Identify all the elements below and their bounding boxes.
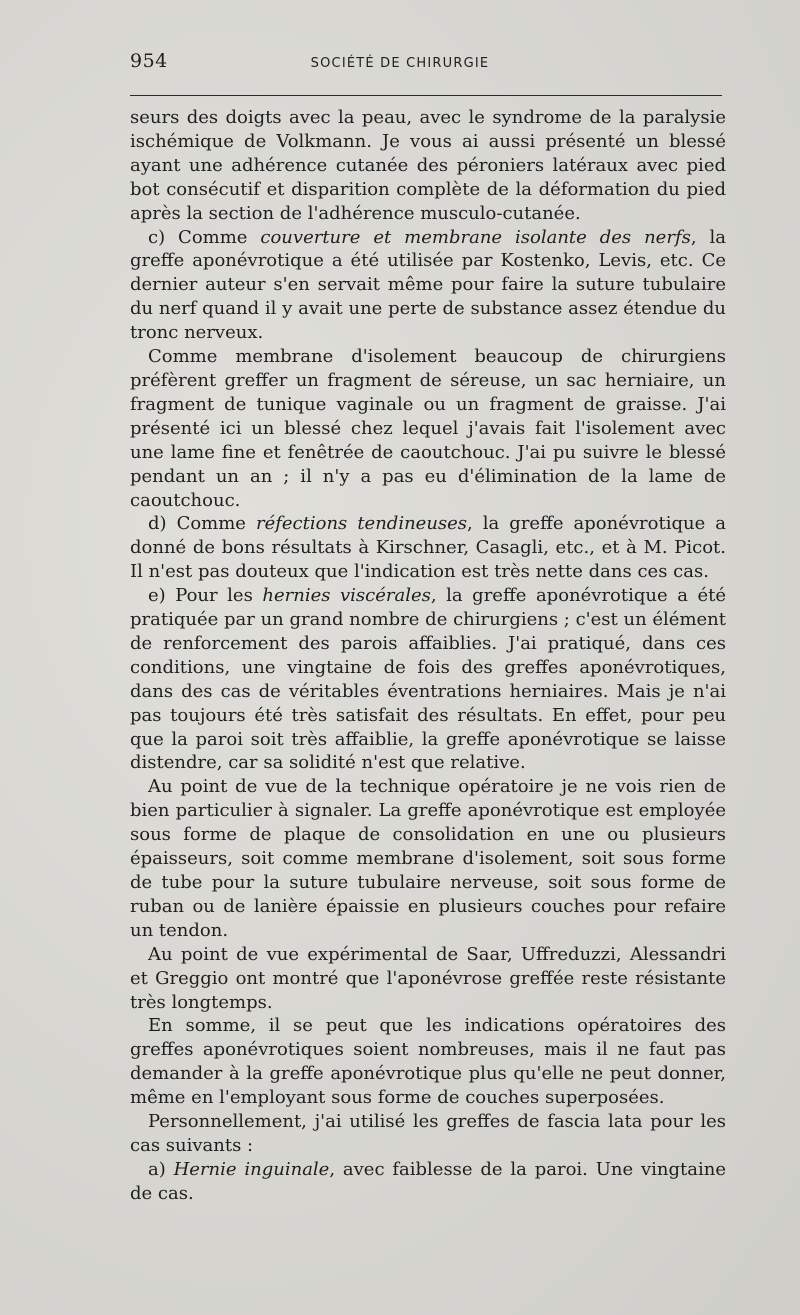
paragraph: seurs des doigts avec la peau, avec le syndrome de la paralysie ischémique de Volkmann. Je vous ai aussi présenté un blessé ayant une adhérence cutanée des péroniers latéraux avec pied bot consécutif et disparition complète de la déformation du pied après la section de l'adhérence musculo-cutanée.: [130, 107, 726, 224]
paragraph-prefix: c) Comme: [148, 226, 261, 248]
page-number: 954: [130, 50, 168, 72]
paragraph: [130, 1158, 726, 1206]
paragraph: [130, 584, 726, 775]
paragraph-body: , la greffe aponévrotique a été pratiquée par un grand nombre de chirurgiens ; c'est un élément de renforcement des parois affaiblies. J'ai pratiqué, dans ces conditions, une vingtaine de fois des greffes aponévrotiques, dans des cas de véritables éventrations herniaires. Mais je n'ai pas toujours été très satisfait des résultats. En effet, pour peu que la paroi soit très affaiblie, la greffe aponévrotique se laisse distendre, car sa solidité n'est que relative.: [130, 585, 726, 774]
paragraph-prefix: e) Pour les: [148, 585, 263, 607]
italic-term: Hernie inguinale: [173, 1158, 330, 1180]
paragraph: [130, 512, 726, 584]
paragraph: Personnellement, j'ai utilisé les greffes de fascia lata pour les cas suivants :: [130, 1111, 726, 1156]
paragraph: [130, 226, 726, 346]
italic-term: couverture et membrane isolante des nerfs: [260, 226, 691, 248]
paragraph-body: , avec faiblesse de la paroi. Une vingtaine de cas.: [130, 1158, 726, 1204]
running-title: SOCIÉTÉ DE CHIRURGIE: [310, 56, 490, 71]
paragraph: Comme membrane d'isolement beaucoup de chirurgiens préfèrent greffer un fragment de séreuse, un sac herniaire, un fragment de tunique vaginale ou un fragment de graisse. J'ai présenté ici un blessé chez lequel j'avais fait l'isolement avec une lame fine et fenêtrée de caoutchouc. J'ai pu suivre le blessé pendant un an ; il n'y a pas eu d'élimination de la lame de caoutchouc.: [130, 346, 726, 511]
italic-term: réfections tendineuses: [255, 513, 468, 535]
paragraph-body: , la greffe aponévrotique a été utilisée par Kostenko, Levis, etc. Ce dernier auteur s'en servait même pour faire la suture tubulaire du nerf quand il y avait une perte de substance assez étendue du tronc nerveux.: [130, 226, 726, 344]
paragraph: En somme, il se peut que les indications opératoires des greffes aponévrotiques soient nombreuses, mais il ne faut pas demander à la greffe aponévrotique plus qu'elle ne peut donner, même en l'employant sous forme de couches superposées.: [130, 1015, 726, 1109]
header-rule: [130, 95, 722, 96]
paragraph-prefix: a): [148, 1158, 174, 1180]
paragraph-body: , la greffe aponévrotique a donné de bons résultats à Kirschner, Casagli, etc., et à M. Picot. Il n'est pas douteux que l'indication est très nette dans ces cas.: [130, 513, 726, 583]
paragraph-prefix: d) Comme: [148, 513, 256, 535]
paragraph: Au point de vue expérimental de Saar, Uffreduzzi, Alessandri et Greggio ont montré que l'aponévrose greffée reste résistante très longtemps.: [130, 943, 726, 1013]
italic-term: hernies viscérales: [262, 585, 431, 607]
body-text: [130, 106, 726, 1206]
paragraph: Au point de vue de la technique opératoire je ne vois rien de bien particulier à signaler. La greffe aponévrotique est employée sous forme de plaque de consolidation en une ou plusieurs épaisseurs, soit comme membrane d'isolement, soit sous forme de tube pour la suture tubulaire nerveuse, soit sous forme de ruban ou de lanière épaissie en plusieurs couches pour refaire un tendon.: [130, 776, 726, 941]
